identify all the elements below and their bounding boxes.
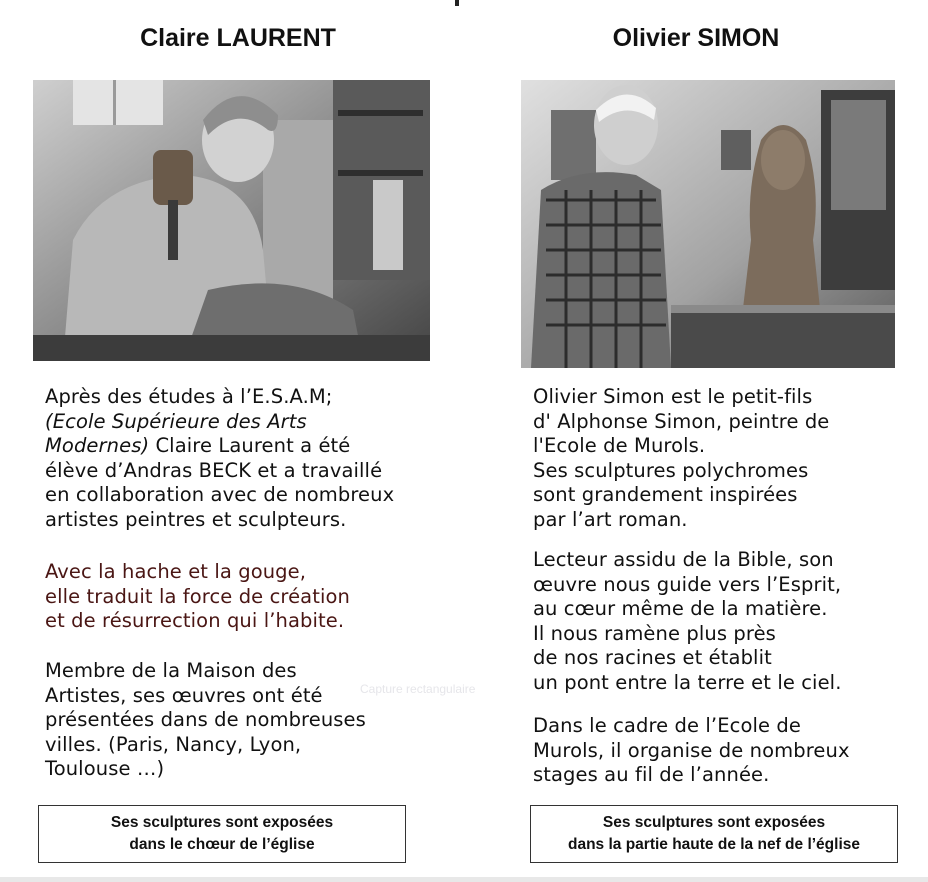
right-artist-name: Olivier SIMON xyxy=(612,24,780,52)
left-exhibitions-paragraph: Membre de la Maison des Artistes, ses œuvres ont été présentées dans de nombreuses villes. (Paris, Nancy, Lyon, Toulouse …) xyxy=(45,659,366,780)
right-workshops-paragraph: Dans le cadre de l’Ecole de Murols, il organise de nombreux stages au fil de l’année. xyxy=(533,714,850,786)
left-bio-line1: Après des études à l’E.S.A.M; xyxy=(45,385,333,408)
left-bio-paragraph xyxy=(45,385,430,532)
right-photo-art xyxy=(521,80,895,368)
left-exhibit-location-box xyxy=(38,805,406,863)
left-artist-photo xyxy=(33,80,430,361)
left-artist-name: Claire LAURENT xyxy=(140,24,336,52)
left-box-line1: Ses sculptures sont exposées xyxy=(110,814,334,831)
left-box-line2: dans le chœur de l’église xyxy=(129,836,315,853)
right-box-line2: dans la partie haute de la nef de l’église xyxy=(567,836,860,853)
left-photo-art xyxy=(33,80,430,361)
right-box-line1: Ses sculptures sont exposées xyxy=(602,814,826,831)
capture-watermark: Capture rectangulaire xyxy=(360,682,476,696)
right-exhibit-location-box xyxy=(530,805,898,863)
left-bio-school-name: (Ecole Supérieure des Arts Modernes) xyxy=(45,409,307,457)
right-faith-paragraph: Lecteur assidu de la Bible, son œuvre nous guide vers l’Esprit, au cœur même de la matière. Il nous ramène plus près de nos racines et établit un pont entre la terre et le ciel. xyxy=(533,548,842,694)
right-artist-photo xyxy=(521,80,895,368)
bottom-rule xyxy=(0,877,928,882)
top-mark xyxy=(455,0,459,6)
left-bio-rest: Claire Laurent a été élève d’Andras BECK et a travaillé en collaboration avec de nombreux artistes peintres et sculpteurs. xyxy=(45,434,395,531)
right-bio-paragraph: Olivier Simon est le petit-fils d' Alphonse Simon, peintre de l'Ecole de Murols. Ses sculptures polychromes sont grandement inspirées par l’art roman. xyxy=(533,385,830,531)
left-technique-paragraph: Avec la hache et la gouge, elle traduit la force de création et de résurrection qui l’habite. xyxy=(45,560,350,632)
